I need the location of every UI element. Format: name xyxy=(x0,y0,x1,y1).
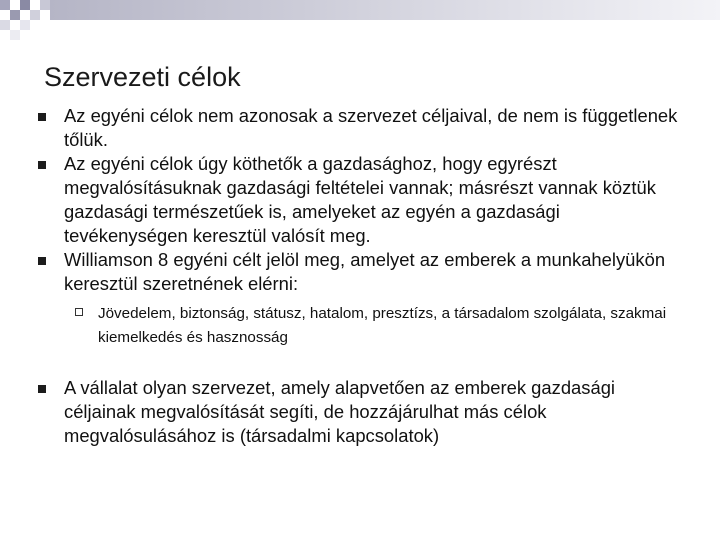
bullet-item xyxy=(30,104,680,152)
slide-title: Szervezeti célok xyxy=(44,62,241,92)
header-decoration xyxy=(0,0,720,50)
square-bullet-icon xyxy=(38,257,46,265)
bullet-text: A vállalat olyan szervezet, amely alapvetően az emberek gazdasági céljainak megvalósítását segíti, de hozzájárulhat más célok megvalósulásához is (társadalmi kapcsolatok) xyxy=(64,377,616,446)
bullet-text: Az egyéni célok nem azonosak a szervezet céljaival, de nem is függetlenek tőlük. xyxy=(64,105,678,150)
bullet-text: Williamson 8 egyéni célt jelöl meg, amelyet az emberek a munkahelyükön keresztül szeretnének elérni: xyxy=(64,249,666,294)
bullet-item xyxy=(30,152,680,248)
square-bullet-icon xyxy=(38,385,46,393)
sub-bullet-item xyxy=(30,302,680,350)
hollow-square-bullet-icon xyxy=(75,308,83,316)
bullet-text: Az egyéni célok úgy köthetők a gazdasághoz, hogy egyrészt megvalósításuknak gazdasági feltételei vannak; másrészt vannak köztük gazdasági természetűek is, amelyeket az egyén a gazdasági tevékenységen keresztül valósít meg. xyxy=(64,153,656,246)
bullet-item xyxy=(30,376,680,448)
bullet-item xyxy=(30,248,680,296)
square-bullet-icon xyxy=(38,113,46,121)
sub-bullet-text: Jövedelem, biztonság, státusz, hatalom, presztízs, a társadalom szolgálata, szakmai kiemelkedés és hasznosság xyxy=(98,305,667,346)
square-bullet-icon xyxy=(38,161,46,169)
bullet-list xyxy=(30,104,680,448)
